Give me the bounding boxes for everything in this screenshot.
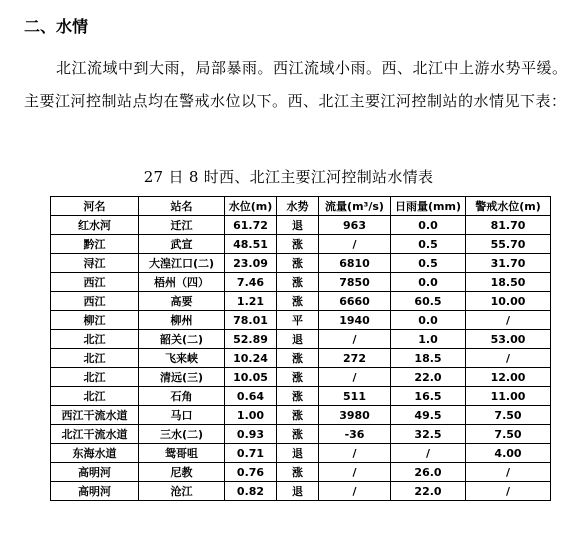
cell-rainfall: 0.5 — [391, 254, 466, 273]
cell-trend: 涨 — [277, 387, 319, 406]
cell-rainfall: 26.0 — [391, 463, 466, 482]
cell-trend: 退 — [277, 482, 319, 501]
cell-warning-level: 10.00 — [466, 292, 551, 311]
cell-water-level: 0.93 — [225, 425, 277, 444]
table-row — [51, 216, 551, 235]
cell-warning-level: 81.70 — [466, 216, 551, 235]
cell-flow: 1940 — [319, 311, 391, 330]
section-heading: 二、水情 — [24, 17, 89, 36]
header-rainfall: 日雨量(mm) — [391, 197, 466, 216]
cell-trend: 涨 — [277, 235, 319, 254]
cell-trend: 涨 — [277, 463, 319, 482]
table-row — [51, 311, 551, 330]
cell-flow: / — [319, 330, 391, 349]
cell-river: 北江 — [51, 330, 139, 349]
cell-flow: / — [319, 482, 391, 501]
cell-rainfall: 22.0 — [391, 482, 466, 501]
cell-warning-level: / — [466, 311, 551, 330]
cell-station: 大湟江口(二) — [139, 254, 225, 273]
cell-water-level: 78.01 — [225, 311, 277, 330]
cell-rainfall: 22.0 — [391, 368, 466, 387]
cell-warning-level: 7.50 — [466, 425, 551, 444]
cell-warning-level: 18.50 — [466, 273, 551, 292]
cell-station: 韶关(二) — [139, 330, 225, 349]
table-row — [51, 273, 551, 292]
cell-water-level: 0.64 — [225, 387, 277, 406]
table-row — [51, 330, 551, 349]
cell-warning-level: / — [466, 463, 551, 482]
cell-rainfall: 18.5 — [391, 349, 466, 368]
table-body — [51, 216, 551, 501]
table-row — [51, 425, 551, 444]
table-row — [51, 254, 551, 273]
cell-flow: 6660 — [319, 292, 391, 311]
cell-water-level: 0.76 — [225, 463, 277, 482]
cell-river: 北江 — [51, 387, 139, 406]
cell-water-level: 0.82 — [225, 482, 277, 501]
cell-trend: 退 — [277, 444, 319, 463]
cell-water-level: 61.72 — [225, 216, 277, 235]
cell-trend: 退 — [277, 330, 319, 349]
cell-water-level: 48.51 — [225, 235, 277, 254]
cell-flow: 7850 — [319, 273, 391, 292]
cell-trend: 涨 — [277, 368, 319, 387]
cell-river: 北江 — [51, 349, 139, 368]
cell-river: 东海水道 — [51, 444, 139, 463]
cell-flow: 272 — [319, 349, 391, 368]
cell-rainfall: 0.0 — [391, 273, 466, 292]
cell-river: 北江 — [51, 368, 139, 387]
cell-station: 石角 — [139, 387, 225, 406]
summary-paragraph: 北江流域中到大雨，局部暴雨。西江流域小雨。西、北江中上游水势平缓。主要江河控制站点均在警戒水位以下。西、北江主要江河控制站的水情见下表： — [24, 59, 568, 110]
cell-flow: 511 — [319, 387, 391, 406]
cell-water-level: 10.05 — [225, 368, 277, 387]
cell-flow: / — [319, 235, 391, 254]
cell-river: 浔江 — [51, 254, 139, 273]
cell-warning-level: 55.70 — [466, 235, 551, 254]
cell-warning-level: 53.00 — [466, 330, 551, 349]
table-title: 27 日 8 时西、北江主要江河控制站水情表 — [143, 168, 434, 186]
cell-station: 高要 — [139, 292, 225, 311]
cell-rainfall: 0.0 — [391, 311, 466, 330]
cell-trend: 涨 — [277, 406, 319, 425]
cell-warning-level: / — [466, 482, 551, 501]
cell-warning-level: 11.00 — [466, 387, 551, 406]
cell-warning-level: 31.70 — [466, 254, 551, 273]
cell-station: 迁江 — [139, 216, 225, 235]
header-warning-level: 警戒水位(m) — [466, 197, 551, 216]
cell-station: 清远(三) — [139, 368, 225, 387]
header-water-level: 水位(m) — [225, 197, 277, 216]
cell-river: 西江 — [51, 273, 139, 292]
cell-station: 尼教 — [139, 463, 225, 482]
table-row — [51, 482, 551, 501]
cell-river: 西江 — [51, 292, 139, 311]
cell-river: 高明河 — [51, 482, 139, 501]
table-row — [51, 349, 551, 368]
table-row — [51, 387, 551, 406]
cell-river: 西江干流水道 — [51, 406, 139, 425]
table-row — [51, 444, 551, 463]
cell-water-level: 0.71 — [225, 444, 277, 463]
cell-river: 柳江 — [51, 311, 139, 330]
cell-trend: 涨 — [277, 292, 319, 311]
cell-flow: 3980 — [319, 406, 391, 425]
table-row — [51, 406, 551, 425]
header-river: 河名 — [51, 197, 139, 216]
cell-station: 马口 — [139, 406, 225, 425]
cell-water-level: 7.46 — [225, 273, 277, 292]
cell-warning-level: / — [466, 349, 551, 368]
cell-river: 北江干流水道 — [51, 425, 139, 444]
cell-rainfall: 49.5 — [391, 406, 466, 425]
cell-rainfall: 1.0 — [391, 330, 466, 349]
cell-station: 柳州 — [139, 311, 225, 330]
cell-station: 飞来峡 — [139, 349, 225, 368]
cell-water-level: 10.24 — [225, 349, 277, 368]
cell-water-level: 1.21 — [225, 292, 277, 311]
cell-rainfall: 0.5 — [391, 235, 466, 254]
table-header-row — [51, 197, 551, 216]
cell-flow: 963 — [319, 216, 391, 235]
cell-rainfall: 32.5 — [391, 425, 466, 444]
cell-river: 红水河 — [51, 216, 139, 235]
cell-flow: -36 — [319, 425, 391, 444]
cell-flow: / — [319, 368, 391, 387]
header-station: 站名 — [139, 197, 225, 216]
cell-station: 梧州（四） — [139, 273, 225, 292]
water-level-table — [50, 196, 551, 501]
cell-rainfall: 16.5 — [391, 387, 466, 406]
cell-water-level: 23.09 — [225, 254, 277, 273]
cell-warning-level: 4.00 — [466, 444, 551, 463]
header-trend: 水势 — [277, 197, 319, 216]
cell-trend: 涨 — [277, 349, 319, 368]
table-row — [51, 368, 551, 387]
cell-rainfall: 0.0 — [391, 216, 466, 235]
cell-station: 鸳哥咀 — [139, 444, 225, 463]
cell-river: 黔江 — [51, 235, 139, 254]
table-row — [51, 292, 551, 311]
cell-station: 三水(二) — [139, 425, 225, 444]
cell-station: 沧江 — [139, 482, 225, 501]
cell-warning-level: 12.00 — [466, 368, 551, 387]
header-flow: 流量(m³/s) — [319, 197, 391, 216]
cell-water-level: 1.00 — [225, 406, 277, 425]
cell-river: 高明河 — [51, 463, 139, 482]
cell-water-level: 52.89 — [225, 330, 277, 349]
cell-trend: 涨 — [277, 254, 319, 273]
cell-flow: / — [319, 463, 391, 482]
cell-warning-level: 7.50 — [466, 406, 551, 425]
cell-trend: 退 — [277, 216, 319, 235]
cell-rainfall: 60.5 — [391, 292, 466, 311]
table-row — [51, 463, 551, 482]
cell-station: 武宣 — [139, 235, 225, 254]
table-row — [51, 235, 551, 254]
cell-rainfall: / — [391, 444, 466, 463]
cell-flow: 6810 — [319, 254, 391, 273]
cell-flow: / — [319, 444, 391, 463]
cell-trend: 涨 — [277, 273, 319, 292]
cell-trend: 涨 — [277, 425, 319, 444]
cell-trend: 平 — [277, 311, 319, 330]
